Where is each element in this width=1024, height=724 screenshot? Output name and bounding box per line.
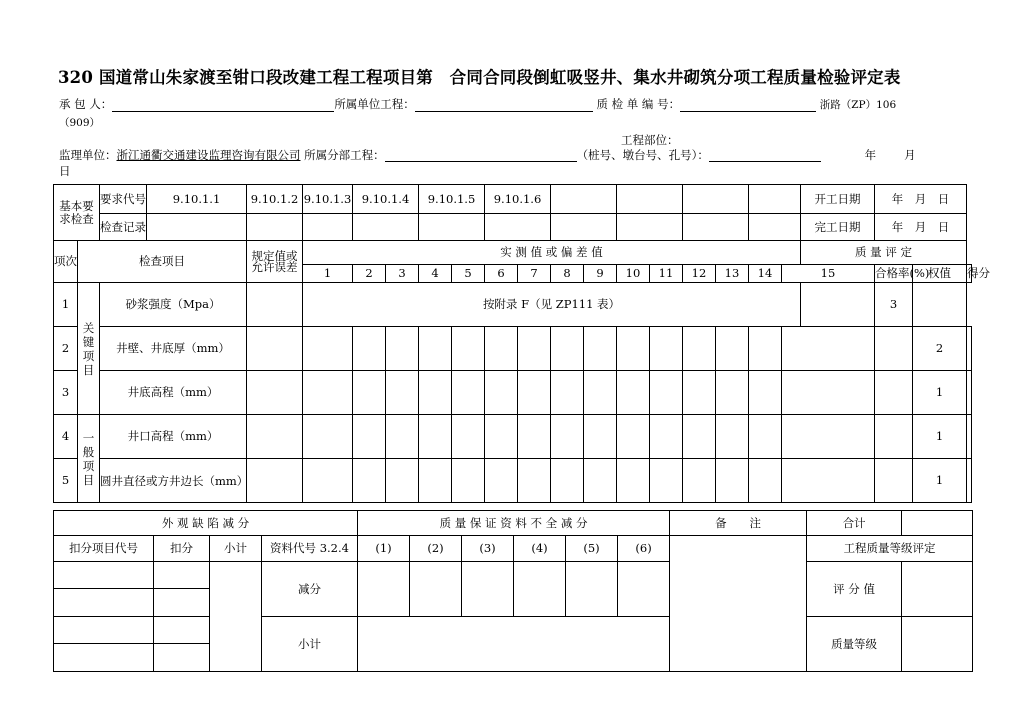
appendix-note: 按附录 F（见 ZP111 表） bbox=[303, 283, 801, 327]
check-item-header: 检查项目 bbox=[78, 241, 247, 283]
record-cell[interactable] bbox=[147, 214, 247, 241]
measure-cell[interactable] bbox=[518, 327, 551, 371]
remarks-header: 备 注 bbox=[670, 511, 807, 536]
reduce-cell[interactable] bbox=[462, 562, 514, 617]
measure-cell[interactable] bbox=[749, 459, 782, 503]
start-date-label: 开工日期 bbox=[801, 185, 875, 214]
deduct-item-code-header: 扣分项目代号 bbox=[54, 536, 154, 562]
measure-cell[interactable] bbox=[353, 415, 386, 459]
reduce-label: 减分 bbox=[262, 562, 358, 617]
weight-cell: 1 bbox=[913, 415, 967, 459]
deduct-code-cell[interactable] bbox=[54, 617, 154, 644]
reduce-cell[interactable] bbox=[566, 562, 618, 617]
measure-cell[interactable] bbox=[650, 459, 683, 503]
measure-col-num: 1 bbox=[303, 265, 353, 283]
measure-cell[interactable] bbox=[584, 371, 617, 415]
score-cell[interactable] bbox=[913, 283, 967, 327]
req-code: 9.10.1.1 bbox=[172, 191, 221, 206]
grade-label: 质量等级 bbox=[807, 617, 902, 672]
end-date-label: 完工日期 bbox=[801, 214, 875, 241]
measure-cell[interactable] bbox=[782, 327, 875, 371]
measure-col-num: 11 bbox=[650, 265, 683, 283]
measure-cell[interactable] bbox=[353, 371, 386, 415]
doc-num: (6) bbox=[618, 536, 670, 562]
measure-cell[interactable] bbox=[518, 371, 551, 415]
measure-cell[interactable] bbox=[303, 415, 353, 459]
page-title: 320 国道常山朱家渡至钳口段改建工程工程项目第 合同合同段倒虹吸竖井、集水井砌筑分项工程质量检验评定表 bbox=[58, 68, 901, 87]
measure-cell[interactable] bbox=[551, 327, 584, 371]
record-cell[interactable] bbox=[683, 214, 749, 241]
measure-cell[interactable] bbox=[452, 371, 485, 415]
doc-num: (2) bbox=[410, 536, 462, 562]
stake-label: （桩号、墩台号、孔号）： bbox=[576, 148, 709, 162]
check-item-name: 圆井直径或方井边长（mm） bbox=[100, 459, 247, 503]
measure-cell[interactable] bbox=[551, 459, 584, 503]
check-item-name: 井壁、井底厚（mm） bbox=[100, 327, 247, 371]
measure-cell[interactable] bbox=[551, 371, 584, 415]
unit-project-label: 所属单位工程： bbox=[334, 97, 415, 111]
pass-rate-cell[interactable] bbox=[875, 459, 913, 503]
quality-eval-header: 质 量 评 定 bbox=[801, 241, 967, 265]
remarks-cell[interactable] bbox=[670, 536, 807, 672]
measure-cell[interactable] bbox=[584, 459, 617, 503]
measure-col-num: 15 bbox=[782, 265, 875, 283]
general-items-group: 一般项目 bbox=[78, 415, 100, 503]
measure-cell[interactable] bbox=[386, 371, 419, 415]
measure-cell[interactable] bbox=[782, 459, 875, 503]
measure-cell[interactable] bbox=[782, 371, 875, 415]
tolerance-cell[interactable] bbox=[247, 371, 303, 415]
weight-cell: 1 bbox=[913, 459, 967, 503]
form-code: 浙路（ZP）106 bbox=[819, 99, 897, 111]
contractor-label: 承 包 人： bbox=[59, 97, 113, 111]
score-cell[interactable] bbox=[967, 415, 972, 459]
deduct-code-cell[interactable] bbox=[54, 589, 154, 617]
req-code: 9.10.1.4 bbox=[361, 191, 410, 206]
tolerance-cell[interactable] bbox=[247, 283, 303, 327]
row-no: 3 bbox=[54, 371, 78, 415]
tolerance-cell[interactable] bbox=[247, 327, 303, 371]
req-code-cell bbox=[419, 185, 485, 214]
measure-cell[interactable] bbox=[683, 459, 716, 503]
table-row bbox=[54, 283, 972, 327]
measure-cell[interactable] bbox=[386, 415, 419, 459]
table-row bbox=[54, 327, 972, 371]
req-code: 9.10.1.2 bbox=[250, 191, 299, 206]
measure-col-num: 8 bbox=[551, 265, 584, 283]
measure-col-num: 5 bbox=[452, 265, 485, 283]
measure-cell[interactable] bbox=[419, 415, 452, 459]
measure-cell[interactable] bbox=[716, 459, 749, 503]
doc-code-label: 资料代号 3.2.4 bbox=[262, 536, 358, 562]
req-code-cell bbox=[353, 185, 419, 214]
inspection-no-label: 质 检 单 编 号： bbox=[596, 97, 681, 111]
measure-cell[interactable] bbox=[452, 415, 485, 459]
record-cell[interactable] bbox=[419, 214, 485, 241]
measure-cell[interactable] bbox=[419, 371, 452, 415]
req-code: 9.10.1.5 bbox=[427, 191, 476, 206]
measure-cell[interactable] bbox=[683, 415, 716, 459]
measure-cell[interactable] bbox=[518, 459, 551, 503]
docs-deduction-header: 质 量 保 证 资 料 不 全 减 分 bbox=[358, 511, 670, 536]
measure-cell[interactable] bbox=[584, 415, 617, 459]
check-item-name: 砂浆强度（Mpa） bbox=[100, 283, 247, 327]
measure-cell[interactable] bbox=[452, 459, 485, 503]
score-header: 得分 bbox=[967, 265, 972, 283]
measure-col-num: 4 bbox=[419, 265, 452, 283]
record-cell[interactable] bbox=[749, 214, 801, 241]
end-date-value[interactable]: 年 月 日 bbox=[875, 214, 967, 241]
deduct-code-cell[interactable] bbox=[54, 644, 154, 672]
measure-cell[interactable] bbox=[650, 327, 683, 371]
record-cell[interactable] bbox=[247, 214, 303, 241]
date-year: 年 bbox=[864, 148, 877, 162]
measure-cell[interactable] bbox=[518, 415, 551, 459]
measure-cell[interactable] bbox=[485, 371, 518, 415]
deduct-cell[interactable] bbox=[154, 562, 210, 589]
total-label: 合计 bbox=[807, 511, 902, 536]
work-location-label: 工程部位： bbox=[621, 133, 679, 147]
measure-col-num: 2 bbox=[353, 265, 386, 283]
pass-rate-cell[interactable] bbox=[875, 327, 913, 371]
row-no: 5 bbox=[54, 459, 78, 503]
pass-rate-cell[interactable] bbox=[875, 415, 913, 459]
subtotal2-label: 小计 bbox=[262, 617, 358, 672]
measure-col-num: 6 bbox=[485, 265, 518, 283]
check-record-label: 检查记录 bbox=[100, 214, 147, 241]
subtotal-cell[interactable] bbox=[210, 562, 262, 672]
total-value[interactable] bbox=[902, 511, 973, 536]
deduct-cell[interactable] bbox=[154, 644, 210, 672]
row-no: 4 bbox=[54, 415, 78, 459]
requirement-code-label: 要求代号 bbox=[100, 185, 147, 214]
req-code-cell[interactable] bbox=[551, 185, 617, 214]
check-item-name: 井底高程（mm） bbox=[100, 371, 247, 415]
req-code-cell bbox=[147, 185, 247, 214]
unit-project-field[interactable] bbox=[415, 99, 593, 112]
doc-num: (5) bbox=[566, 536, 618, 562]
deduct-cell[interactable] bbox=[154, 617, 210, 644]
measure-cell[interactable] bbox=[716, 371, 749, 415]
record-cell[interactable] bbox=[303, 214, 353, 241]
deduct-cell[interactable] bbox=[154, 589, 210, 617]
measure-col-num: 12 bbox=[683, 265, 716, 283]
doc-num: (1) bbox=[358, 536, 410, 562]
req-code-cell[interactable] bbox=[749, 185, 801, 214]
key-items-group: 关键项目 bbox=[78, 283, 100, 415]
start-date-value[interactable]: 年 月 日 bbox=[875, 185, 967, 214]
req-code-cell[interactable] bbox=[617, 185, 683, 214]
reduce-cell[interactable] bbox=[410, 562, 462, 617]
grade-eval-header: 工程质量等级评定 bbox=[807, 536, 973, 562]
inspection-no-field[interactable] bbox=[680, 99, 816, 112]
measure-cell[interactable] bbox=[749, 415, 782, 459]
measure-cell[interactable] bbox=[485, 327, 518, 371]
measure-cell[interactable] bbox=[683, 327, 716, 371]
measure-cell[interactable] bbox=[584, 327, 617, 371]
supervisor-value: 浙江通衢交通建设监理咨询有限公司 bbox=[116, 148, 301, 162]
req-code-cell bbox=[303, 185, 353, 214]
pass-rate-cell[interactable] bbox=[801, 283, 875, 327]
measured-header: 实 测 值 或 偏 差 值 bbox=[303, 241, 801, 265]
measure-cell[interactable] bbox=[617, 459, 650, 503]
measure-cell[interactable] bbox=[353, 327, 386, 371]
row-no: 2 bbox=[54, 327, 78, 371]
measure-cell[interactable] bbox=[617, 371, 650, 415]
measure-cell[interactable] bbox=[683, 371, 716, 415]
measure-cell[interactable] bbox=[303, 371, 353, 415]
table-row bbox=[54, 415, 972, 459]
measure-cell[interactable] bbox=[452, 327, 485, 371]
measure-cell[interactable] bbox=[617, 415, 650, 459]
doc-num: (3) bbox=[462, 536, 514, 562]
measure-cell[interactable] bbox=[551, 415, 584, 459]
measure-cell[interactable] bbox=[749, 327, 782, 371]
measure-col-num: 13 bbox=[716, 265, 749, 283]
measure-col-num: 9 bbox=[584, 265, 617, 283]
basic-requirements-label: 基本要求检查 bbox=[54, 185, 100, 241]
pass-rate-header: 合格率(%) bbox=[875, 265, 913, 283]
contractor-field[interactable] bbox=[112, 99, 334, 112]
measure-cell[interactable] bbox=[485, 415, 518, 459]
score-cell[interactable] bbox=[967, 327, 972, 371]
measure-cell[interactable] bbox=[303, 327, 353, 371]
tolerance-header: 规定值或允许误差 bbox=[247, 241, 303, 283]
tolerance-cell[interactable] bbox=[247, 415, 303, 459]
record-cell[interactable] bbox=[617, 214, 683, 241]
measure-cell[interactable] bbox=[303, 459, 353, 503]
record-cell[interactable] bbox=[551, 214, 617, 241]
form-code-suffix: （909） bbox=[59, 117, 101, 129]
measure-col-num: 7 bbox=[518, 265, 551, 283]
req-code: 9.10.1.6 bbox=[493, 191, 542, 206]
header-line-2 bbox=[59, 148, 916, 162]
measure-cell[interactable] bbox=[716, 415, 749, 459]
sub-project-label: 所属分部工程： bbox=[304, 148, 385, 162]
deduct-code-cell[interactable] bbox=[54, 562, 154, 589]
measure-cell[interactable] bbox=[353, 459, 386, 503]
grade-cell[interactable] bbox=[902, 617, 973, 672]
req-code: 9.10.1.3 bbox=[303, 191, 352, 206]
weight-header: 权值 bbox=[913, 265, 967, 283]
score-value-cell[interactable] bbox=[902, 562, 973, 617]
measure-cell[interactable] bbox=[485, 459, 518, 503]
measure-col-num: 10 bbox=[617, 265, 650, 283]
row-no: 1 bbox=[54, 283, 78, 327]
header-line-1 bbox=[59, 97, 896, 112]
subtotal2-cell[interactable] bbox=[358, 617, 670, 672]
measure-cell[interactable] bbox=[419, 327, 452, 371]
score-cell[interactable] bbox=[967, 371, 972, 415]
measure-cell[interactable] bbox=[716, 327, 749, 371]
tolerance-cell[interactable] bbox=[247, 459, 303, 503]
reduce-cell[interactable] bbox=[358, 562, 410, 617]
measure-cell[interactable] bbox=[650, 371, 683, 415]
supervisor-label: 监理单位： bbox=[59, 148, 117, 162]
weight-cell: 1 bbox=[913, 371, 967, 415]
measure-col-num: 3 bbox=[386, 265, 419, 283]
check-item-name: 井口高程（mm） bbox=[100, 415, 247, 459]
record-cell[interactable] bbox=[353, 214, 419, 241]
deduct-header: 扣分 bbox=[154, 536, 210, 562]
req-code-cell bbox=[485, 185, 551, 214]
table-row bbox=[54, 459, 972, 503]
measure-cell[interactable] bbox=[782, 415, 875, 459]
measure-cell[interactable] bbox=[419, 459, 452, 503]
reduce-cell[interactable] bbox=[514, 562, 566, 617]
date-month: 月 bbox=[904, 148, 916, 162]
measure-cell[interactable] bbox=[650, 415, 683, 459]
appearance-deduction-header: 外 观 缺 陷 减 分 bbox=[54, 511, 358, 536]
item-no-header: 项次 bbox=[54, 241, 78, 283]
table-row bbox=[54, 371, 972, 415]
score-cell[interactable] bbox=[967, 459, 972, 503]
sub-project-field[interactable] bbox=[385, 149, 577, 162]
date-day: 日 bbox=[59, 164, 71, 178]
inspection-table bbox=[53, 184, 990, 503]
weight-cell: 2 bbox=[913, 327, 967, 371]
req-code-cell bbox=[247, 185, 303, 214]
deduction-table bbox=[53, 510, 973, 672]
pass-rate-cell[interactable] bbox=[875, 371, 913, 415]
measure-col-num: 14 bbox=[749, 265, 782, 283]
subtotal-header: 小计 bbox=[210, 536, 262, 562]
weight-cell: 3 bbox=[875, 283, 913, 327]
doc-num: (4) bbox=[514, 536, 566, 562]
stake-field[interactable] bbox=[709, 149, 821, 162]
measure-cell[interactable] bbox=[617, 327, 650, 371]
measure-cell[interactable] bbox=[386, 327, 419, 371]
measure-cell[interactable] bbox=[749, 371, 782, 415]
reduce-cell[interactable] bbox=[618, 562, 670, 617]
score-value-label: 评 分 值 bbox=[807, 562, 902, 617]
req-code-cell[interactable] bbox=[683, 185, 749, 214]
record-cell[interactable] bbox=[485, 214, 551, 241]
measure-cell[interactable] bbox=[386, 459, 419, 503]
